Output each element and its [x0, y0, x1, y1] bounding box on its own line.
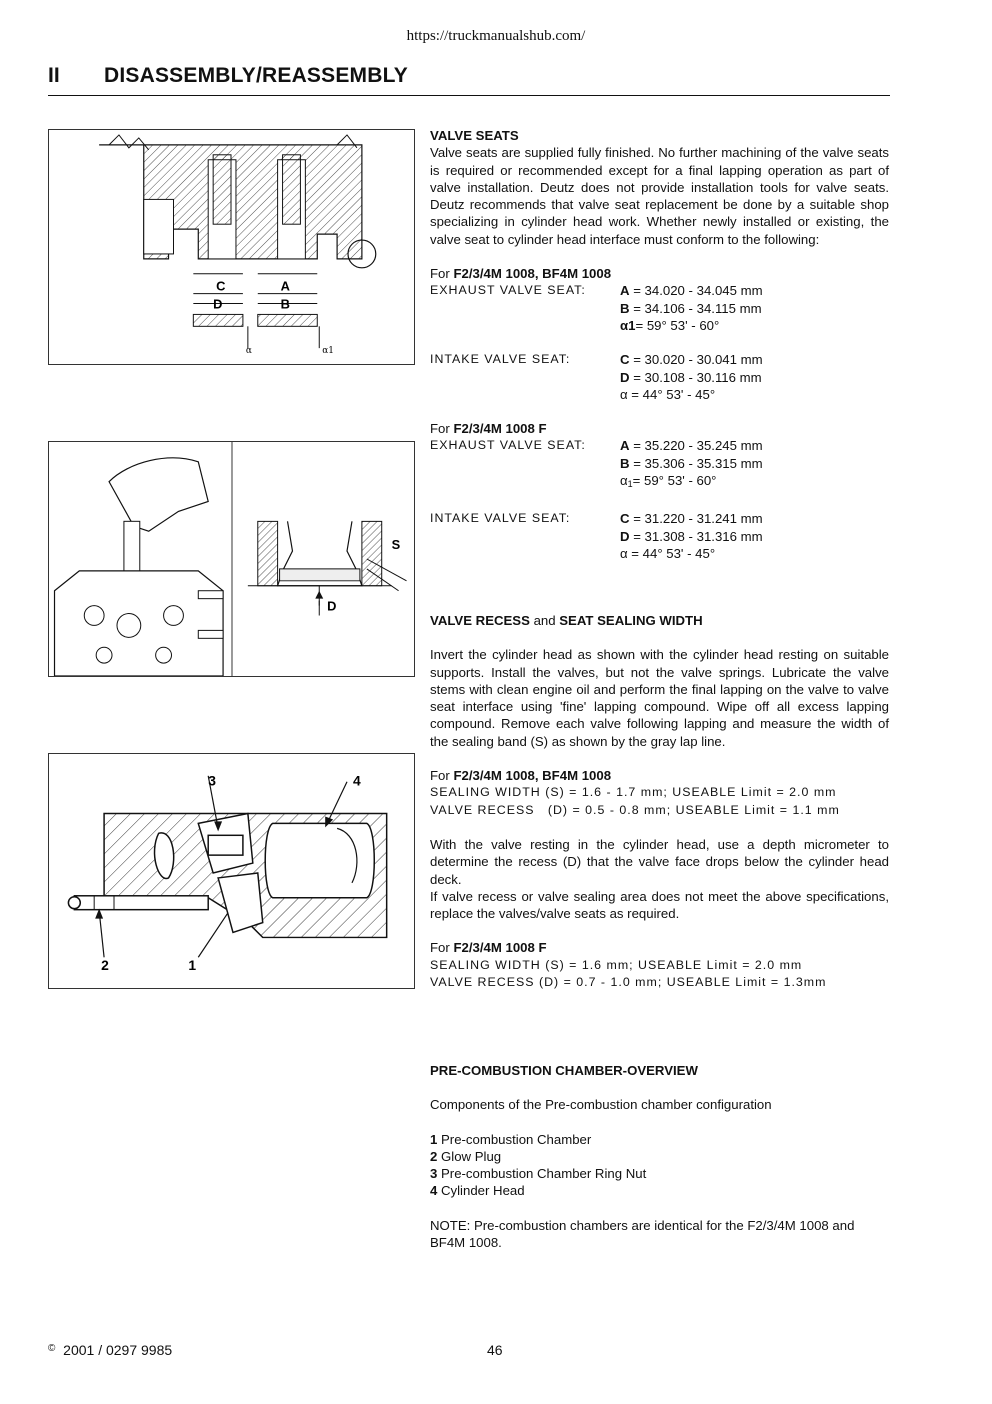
spec-line: A = 34.020 - 34.045 mm [620, 283, 763, 299]
model-line-2 [430, 420, 889, 437]
intake-label: INTAKE VALVE SEAT: [430, 352, 571, 367]
source-url[interactable]: https://truckmanualshub.com/ [406, 28, 586, 44]
spec-line: α = 44° 53' - 45° [620, 545, 716, 561]
label-2: 2 [101, 957, 109, 974]
label-3: 3 [208, 772, 216, 789]
label-a: A [280, 278, 290, 294]
intake-spec-2 [430, 510, 889, 562]
spec-line: D = 31.308 - 31.316 mm [620, 528, 763, 544]
recess-body: Invert the cylinder head as shown with the cylinder head resting on suitable supports. Install the valves, but not the valve springs. Lubricate the valve stems with clean engine oil and perform the final lapping on the valve to valve seat interface using 'fine' lapping compound. Wipe off all excess lapping compound. Remove each valve following lapping and measure the width of the sealing band (S) as shown by the gray lap line. [430, 647, 889, 749]
intake-label: INTAKE VALVE SEAT: [430, 511, 571, 526]
section-title: DISASSEMBLY/REASSEMBLY [104, 64, 408, 87]
model-line-4: For F2/3/4M 1008 F [430, 940, 547, 956]
spec-line: B = 35.306 - 35.315 mm [620, 455, 763, 471]
valve-seat-figure [48, 129, 415, 365]
exhaust-spec-2 [430, 437, 889, 493]
valve-seat-drawing [49, 130, 414, 364]
spec-line: C = 30.020 - 30.041 mm [620, 352, 763, 368]
valve-seats-body: Valve seats are supplied fully finished. No further machining of the valve seats is required or recommended except for a final lapping operation as part of valve installation. Deutz does not provide installation tools for valve seats. Deutz recommends that valve seat replacement be done by a suitable shop specializing in cylinder head work. Whether newly installed or existing, the valve seat to cylinder head interface must conform to the following: [430, 145, 889, 247]
model-name: F2/3/4M 1008, BF4M 1008 [453, 266, 612, 282]
exhaust-spec-1 [430, 282, 889, 334]
recess-body-2: With the valve resting in the cylinder head, use a depth micrometer to determine the recess (D) that the valve face drops below the cylinder head deck. [430, 836, 889, 887]
for-label: For [430, 266, 450, 282]
model-line-3: For F2/3/4M 1008, BF4M 1008 [430, 768, 612, 784]
prechamber-figure [48, 753, 415, 989]
recess-body-3: If valve recess or valve sealing area does not meet the above specifications, replace the valves/valve seats as required. [430, 888, 889, 922]
label-1: 1 [188, 957, 197, 974]
spec-line: D = 30.108 - 30.116 mm [620, 369, 762, 385]
spec-line: B = 34.106 - 34.115 mm [620, 300, 762, 316]
lapping-drawing [49, 442, 414, 676]
sealing-width-1: SEALING WIDTH (S) = 1.6 - 1.7 mm; USEABLE Limit = 2.0 mm [430, 785, 837, 800]
valve-recess-section [430, 612, 889, 991]
list-item: 3 Pre-combustion Chamber Ring Nut [430, 1166, 647, 1182]
label-b: B [280, 296, 290, 312]
label-c: C [216, 278, 226, 294]
sealing-width-2: SEALING WIDTH (S) = 1.6 mm; USEABLE Limit = 2.0 mm [430, 957, 803, 972]
section-header [48, 62, 890, 96]
model-name: F2/3/4M 1008 F [453, 421, 547, 437]
page-number: 46 [487, 1342, 503, 1358]
list-item: 2 Glow Plug [430, 1148, 502, 1164]
section-number: II [48, 64, 60, 87]
exhaust-label: EXHAUST VALVE SEAT: [430, 438, 586, 453]
label-alpha: α [245, 346, 252, 357]
exhaust-label: EXHAUST VALVE SEAT: [430, 283, 586, 298]
prechamber-section [430, 1062, 889, 1251]
valve-seats-section [430, 127, 889, 562]
prechamber-note: NOTE: Pre-combustion chambers are identical for the F2/3/4M 1008 and BF4M 1008. [430, 1217, 855, 1251]
valve-seats-heading: VALVE SEATS [430, 128, 519, 143]
lapping-figure [48, 441, 415, 677]
prechamber-heading: PRE-COMBUSTION CHAMBER-OVERVIEW [430, 1063, 698, 1078]
label-alpha1: α1 [322, 346, 334, 357]
spec-line: α1= 59° 53' - 60° [620, 317, 720, 333]
spec-line: α = 44° 53' - 45° [620, 386, 716, 402]
model-line-1 [430, 265, 889, 282]
prechamber-intro: Components of the Pre-combustion chamber configuration [430, 1097, 772, 1113]
list-item: 4 Cylinder Head [430, 1183, 525, 1199]
intake-spec-1 [430, 351, 889, 403]
spec-line: C = 31.220 - 31.241 mm [620, 511, 763, 527]
list-item: 1 Pre-combustion Chamber [430, 1131, 592, 1147]
prechamber-drawing [49, 754, 414, 988]
valve-recess-1: VALVE RECESS (D) = 0.5 - 0.8 mm; USEABLE Limit = 1.1 mm [430, 802, 840, 817]
label-d2: D [327, 598, 337, 614]
label-d: D [213, 296, 223, 312]
valve-recess-2: VALVE RECESS (D) = 0.7 - 1.0 mm; USEABLE Limit = 1.3mm [430, 975, 827, 990]
spec-line: A = 35.220 - 35.245 mm [620, 438, 763, 454]
for-label: For [430, 421, 450, 437]
valve-recess-heading: VALVE RECESS and SEAT SEALING WIDTH [430, 613, 703, 628]
label-s: S [391, 537, 401, 553]
footer-copyright: © 2001 / 0297 9985 [48, 1342, 173, 1358]
spec-line: $\alpha_1= 59^\circ$ 53' - 60° [620, 473, 717, 490]
label-4: 4 [352, 772, 361, 789]
